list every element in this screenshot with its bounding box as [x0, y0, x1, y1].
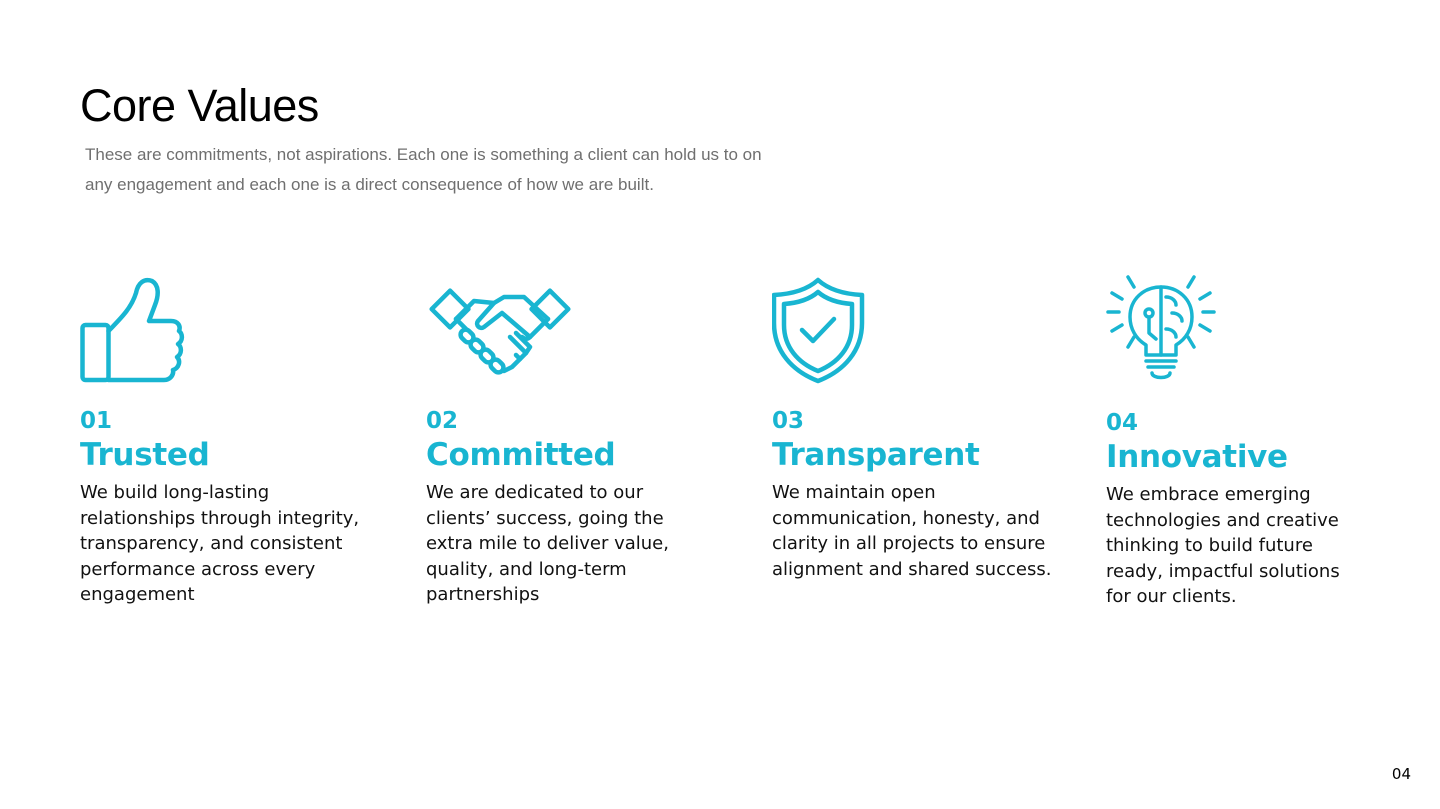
slide-subtitle: These are commitments, not aspirations. Each one is something a client can hold us to on any engagement and each one is a direct consequence of how we are built.	[85, 145, 762, 194]
handshake-icon	[426, 275, 576, 385]
value-card-transparent	[772, 275, 1072, 582]
value-name: Committed	[426, 437, 616, 473]
value-card-committed	[426, 275, 726, 608]
value-card-trusted	[80, 275, 380, 608]
value-description: We build long-lasting relationships through integrity, transparency, and consistent performance across every engagement	[80, 482, 360, 605]
value-description: We maintain open communication, honesty, and clarity in all projects to ensure alignment and shared success.	[772, 482, 1052, 580]
shield-check-icon	[772, 275, 882, 385]
value-name: Innovative	[1106, 439, 1288, 475]
page-number: 04	[1391, 765, 1411, 783]
value-name: Trusted	[80, 437, 210, 473]
value-card-innovative	[1106, 275, 1406, 610]
value-number: 02	[426, 408, 459, 434]
value-number: 01	[80, 408, 113, 434]
slide-title: Core Values	[80, 80, 319, 131]
value-name: Transparent	[772, 437, 980, 473]
value-description: We embrace emerging technologies and creative thinking to build future ready, impactful solutions for our clients.	[1106, 484, 1340, 607]
value-number: 03	[772, 408, 805, 434]
thumbs-up-icon	[80, 275, 190, 385]
value-number: 04	[1106, 410, 1139, 436]
lightbulb-brain-icon	[1106, 275, 1216, 385]
value-description: We are dedicated to our clients’ success, going the extra mile to deliver value, quality, and long-term partnerships	[426, 482, 669, 605]
